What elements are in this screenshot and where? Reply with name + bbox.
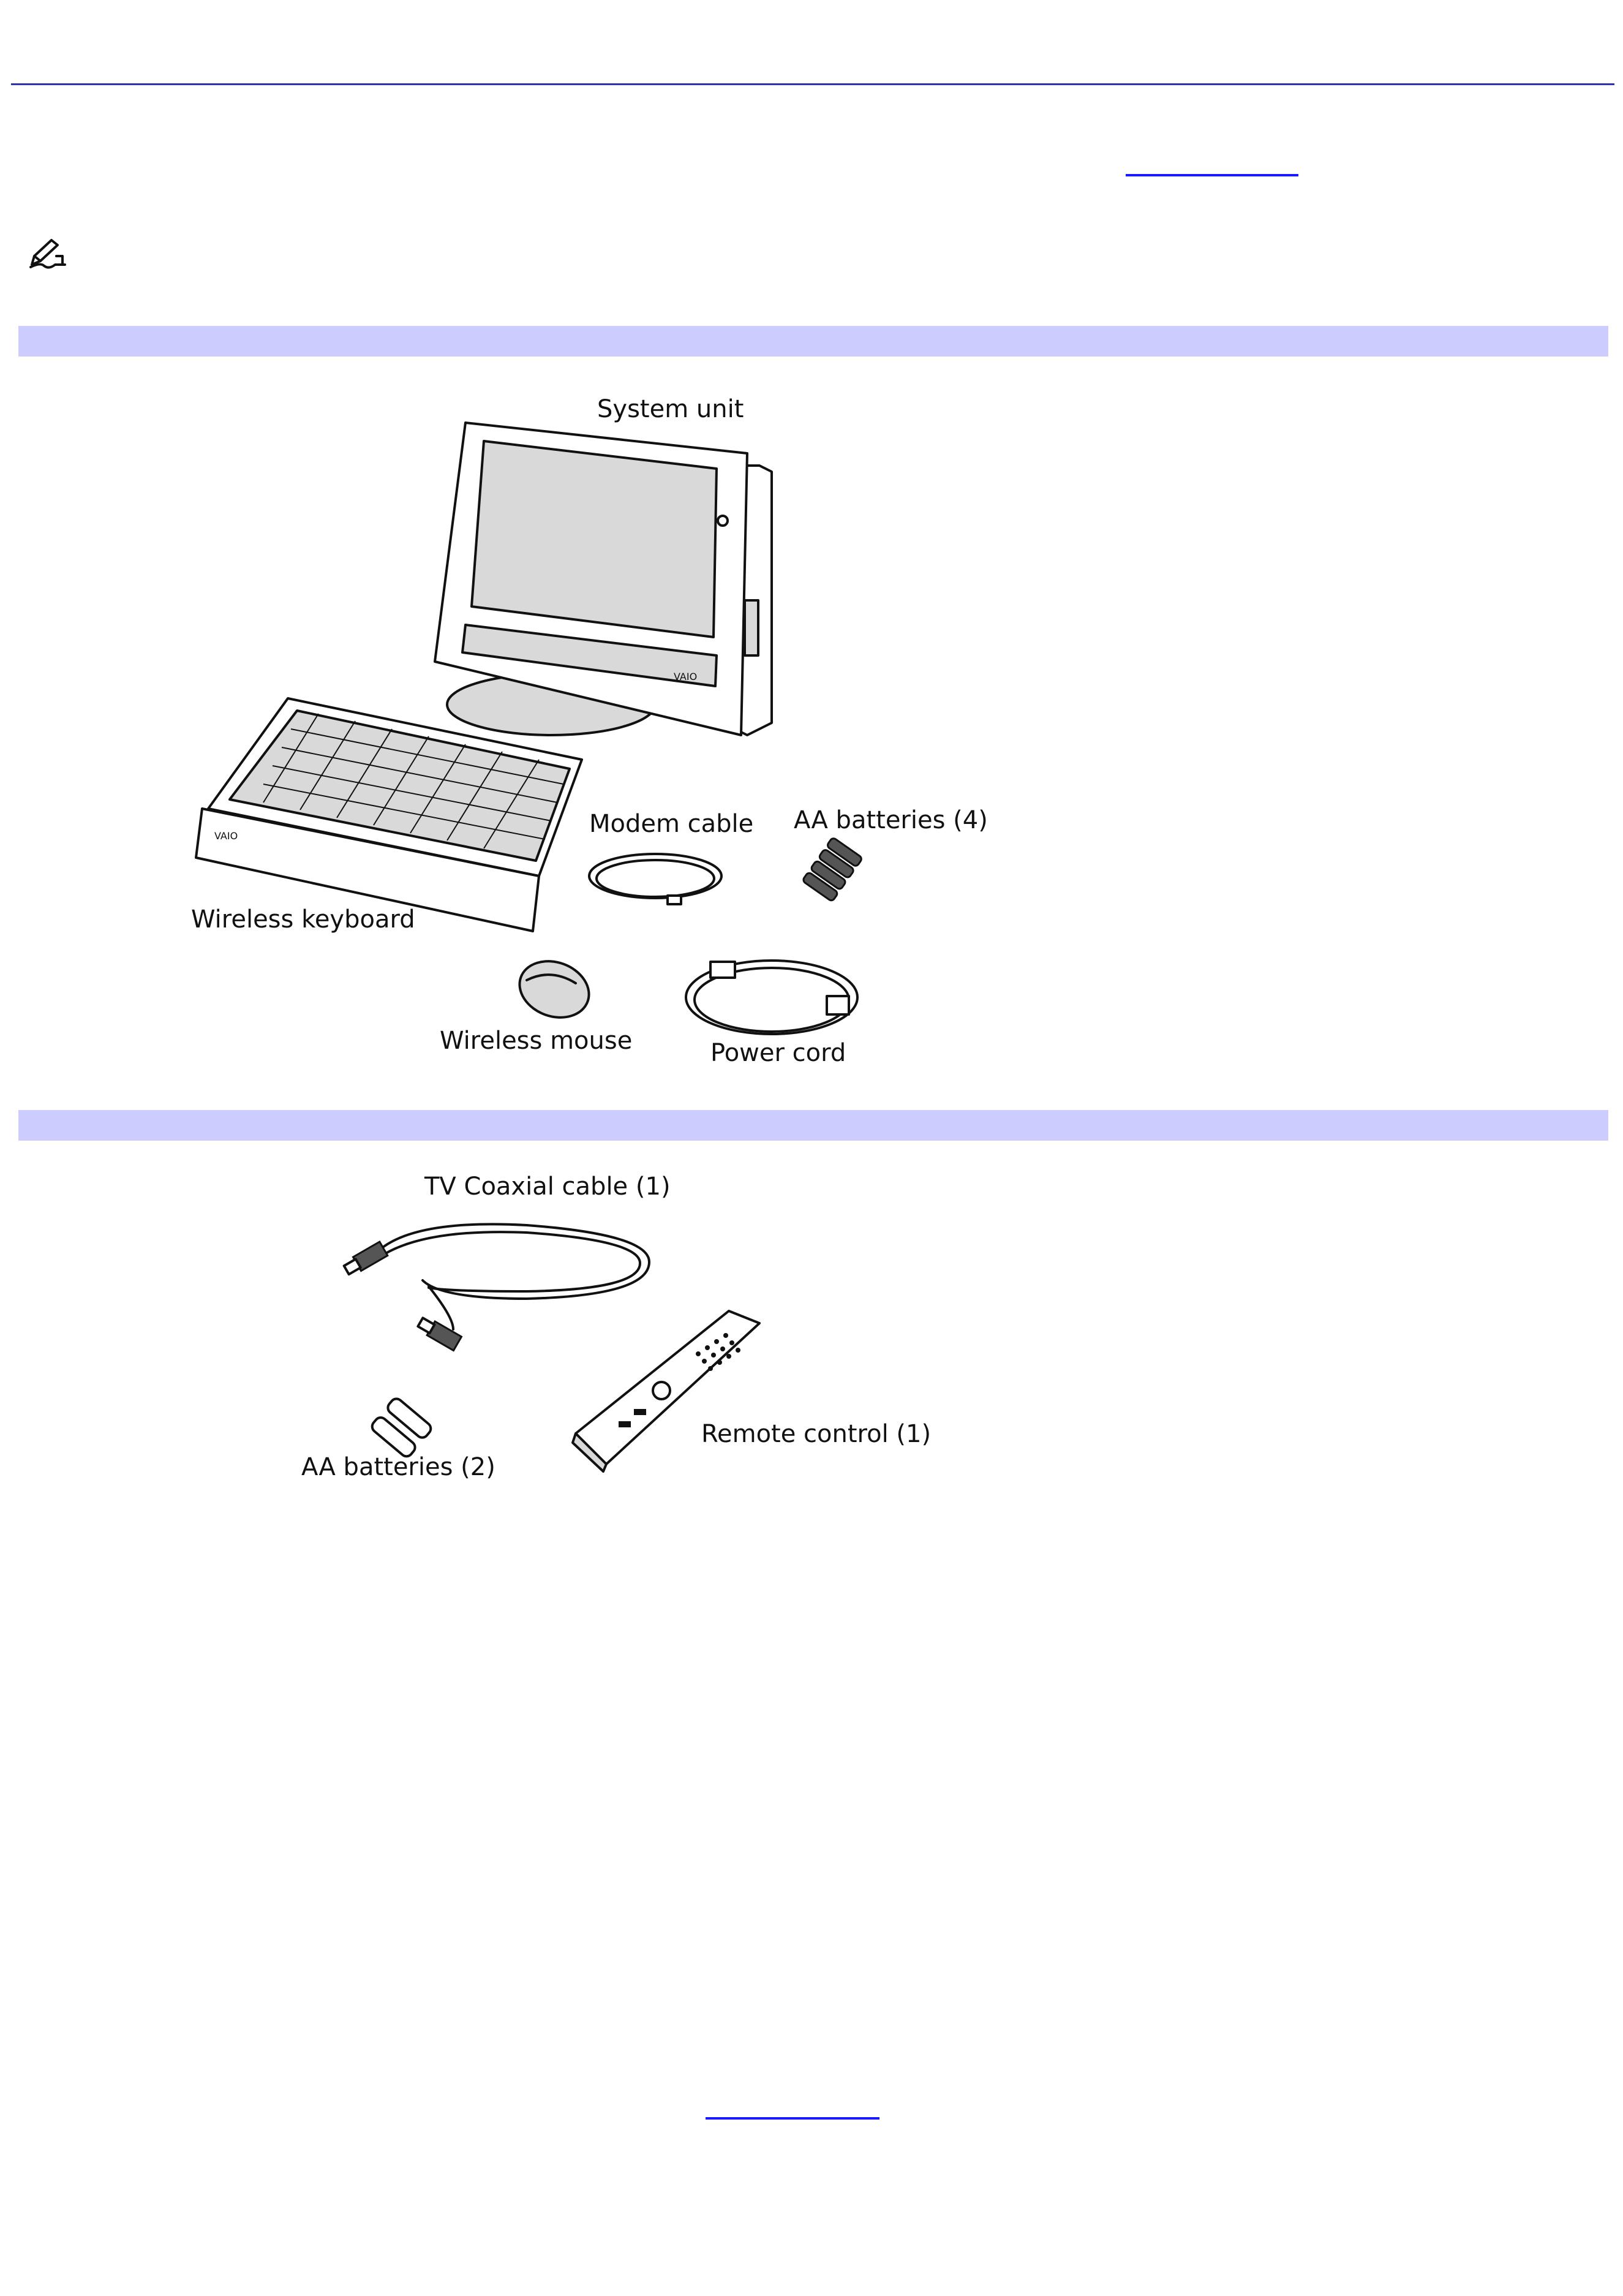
- modem-cable-illustration: [585, 845, 732, 913]
- aa-batteries-4-illustration: [796, 844, 870, 893]
- wireless-mouse-illustration: [514, 956, 600, 1023]
- power-cord-label: Power cord: [710, 1039, 846, 1067]
- section-band-1: [18, 326, 1608, 357]
- aa-batteries-4-label: AA batteries (4): [794, 806, 988, 834]
- aa-batteries-2-illustration: [361, 1391, 447, 1458]
- top-link[interactable]: [1126, 174, 1298, 176]
- wireless-mouse-label: Wireless mouse: [440, 1027, 633, 1055]
- wireless-keyboard-illustration: [196, 692, 588, 931]
- bottom-link[interactable]: [706, 2117, 879, 2120]
- system-unit-label: System unit: [597, 395, 744, 423]
- section-band-2: [18, 1110, 1608, 1141]
- remote-control-label: Remote control (1): [701, 1420, 932, 1448]
- svg-text:VAIO: VAIO: [214, 830, 238, 842]
- top-rule: [11, 83, 1614, 85]
- modem-cable-label: Modem cable: [589, 810, 754, 838]
- aa-batteries-2-label: AA batteries (2): [301, 1453, 495, 1481]
- remote-control-illustration: [570, 1305, 766, 1476]
- svg-text:VAIO: VAIO: [674, 671, 698, 682]
- wireless-keyboard-label: Wireless keyboard: [191, 905, 415, 934]
- power-cord-illustration: [680, 950, 864, 1041]
- pencil-note-icon: [28, 238, 67, 270]
- tv-coaxial-cable-label: TV Coaxial cable (1): [424, 1173, 671, 1201]
